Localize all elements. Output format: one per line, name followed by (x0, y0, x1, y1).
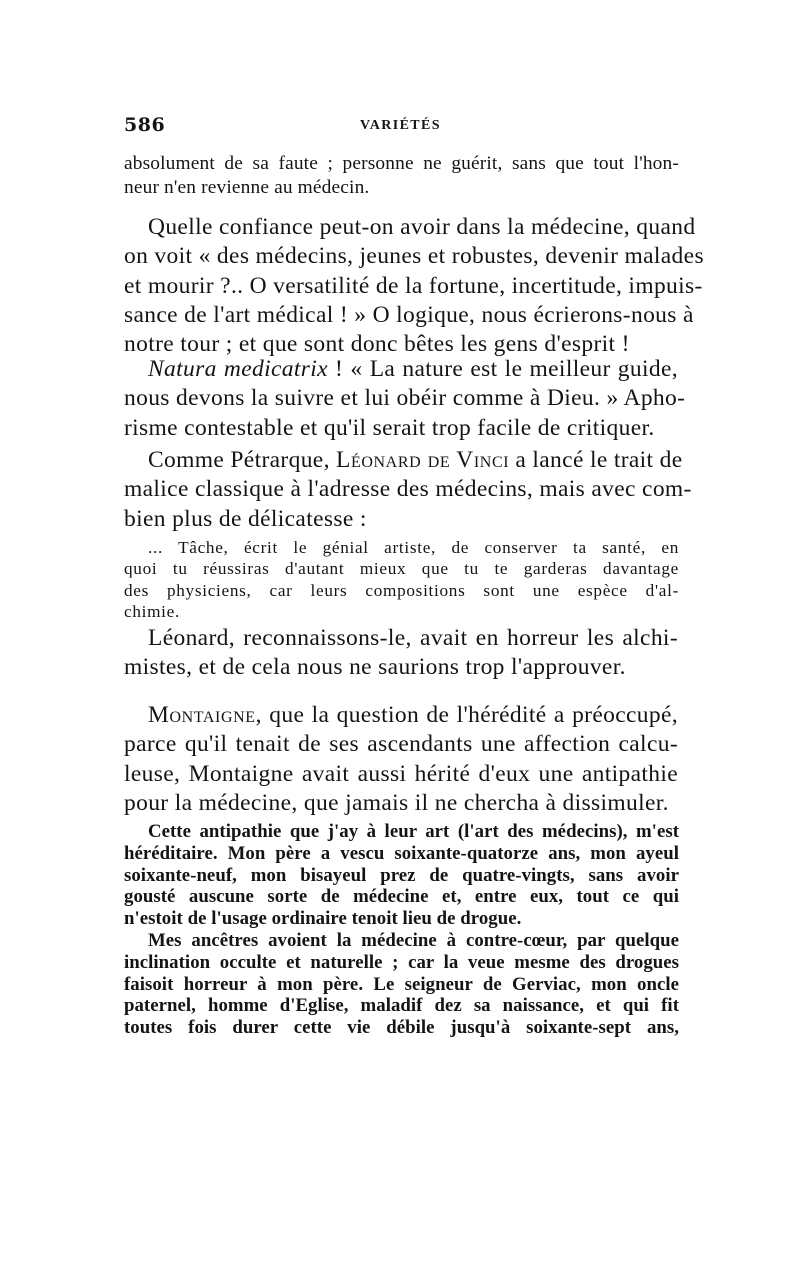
text-line: risme contestable et qu'il serait trop facile de critiquer. (124, 414, 655, 441)
text-fragment: ! « La nature est le meilleur guide, (327, 356, 678, 382)
text-line: des physiciens, car leurs compositions sont une espèce d'al- (124, 580, 679, 600)
text-line: Mes ancêtres avoient la médecine à contre-cœur, par quelque (148, 930, 679, 951)
text-line: sance de l'art médical ! » O logique, nous écrierons-nous à (124, 301, 694, 328)
paragraph-alchimistes (124, 624, 678, 683)
text-line: paternel, homme d'Eglise, maladif dez sa naissance, et qui fit (124, 995, 679, 1017)
text-line: quoi tu réussiras d'autant mieux que tu te garderas davantage (124, 559, 679, 579)
text-line: chimie. (124, 602, 180, 622)
text-line: parce qu'il tenait de ses ascendants une affection calcu- (124, 731, 678, 758)
text-line: bien plus de délicatesse : (124, 505, 367, 532)
text-line: toutes fois durer cette vie débile jusqu'à soixante-sept ans, (124, 1017, 679, 1039)
text-line: et mourir ?.. O versatilité de la fortune, incertitude, impuis- (124, 272, 703, 299)
page-header (124, 114, 680, 138)
page-number: 586 (124, 114, 166, 136)
text-line: malice classique à l'adresse des médecins, mais avec com- (124, 476, 692, 503)
text-fragment: Comme Pétrarque, (148, 447, 337, 473)
text-line: absolument de sa faute ; personne ne guérit, sans que tout l'hon- (124, 153, 679, 174)
quotation-vinci (124, 537, 679, 623)
text-line: n'estoit de l'usage ordinaire tenoit lieu de drogue. (124, 908, 522, 930)
author-name: Léonard de Vinci (336, 447, 510, 473)
text-line: leuse, Montaigne avait aussi hérité d'eux une antipathie (124, 760, 678, 787)
paragraph-confiance (124, 213, 704, 359)
text-line: Cette antipathie que j'ay à leur art (l'art des médecins), m'est (148, 821, 679, 842)
latin-phrase: Natura medicatrix (148, 356, 328, 382)
text-line: héréditaire. Mon père a vescu soixante-quatorze ans, mon ayeul (124, 842, 679, 864)
paragraph-natura (124, 355, 686, 443)
text-line (124, 446, 683, 475)
text-line: pour la médecine, que jamais il ne chercha à dissimuler. (124, 789, 669, 816)
text-line: nous devons la suivre et lui obéir comme à Dieu. » Apho- (124, 385, 686, 412)
text-line: mistes, et de cela nous ne saurions trop l'approuver. (124, 654, 626, 681)
quotation-montaigne-2 (124, 930, 679, 1039)
quotation-montaigne-1 (124, 821, 679, 930)
text-line: gousté auscune sorte de médecine et, entre eux, tout ce qui (124, 886, 679, 908)
text-fragment: a lancé le trait de (509, 447, 683, 473)
text-fragment: , que la question de l'hérédité a préoccupé, (255, 702, 678, 728)
text-line: faisoit horreur à mon père. Le seigneur de Gerviac, mon oncle (124, 973, 679, 995)
text-line: soixante-neuf, mon bisayeul prez de quatre-vingts, sans avoir (124, 864, 679, 886)
running-head: VARIÉTÉS (360, 118, 441, 133)
paragraph-montaigne (124, 701, 678, 818)
paragraph-continuation (124, 152, 679, 200)
text-line: inclination occulte et naturelle ; car la veue mesme des drogues (124, 951, 679, 973)
paragraph-leonard (124, 446, 692, 534)
text-line: Quelle confiance peut-on avoir dans la médecine, quand (148, 214, 696, 240)
text-line (124, 701, 678, 730)
text-line: notre tour ; et que sont donc bêtes les gens d'esprit ! (124, 331, 630, 358)
text-line: on voit « des médecins, jeunes et robustes, devenir malades (124, 243, 704, 270)
text-line (124, 355, 678, 384)
text-line: neur n'en revienne au médecin. (124, 177, 370, 198)
text-line: ... Tâche, écrit le génial artiste, de conserver ta santé, en (148, 538, 679, 557)
text-line: Léonard, reconnaissons-le, avait en horreur les alchi- (148, 625, 678, 651)
author-name: Montaigne (148, 702, 256, 728)
